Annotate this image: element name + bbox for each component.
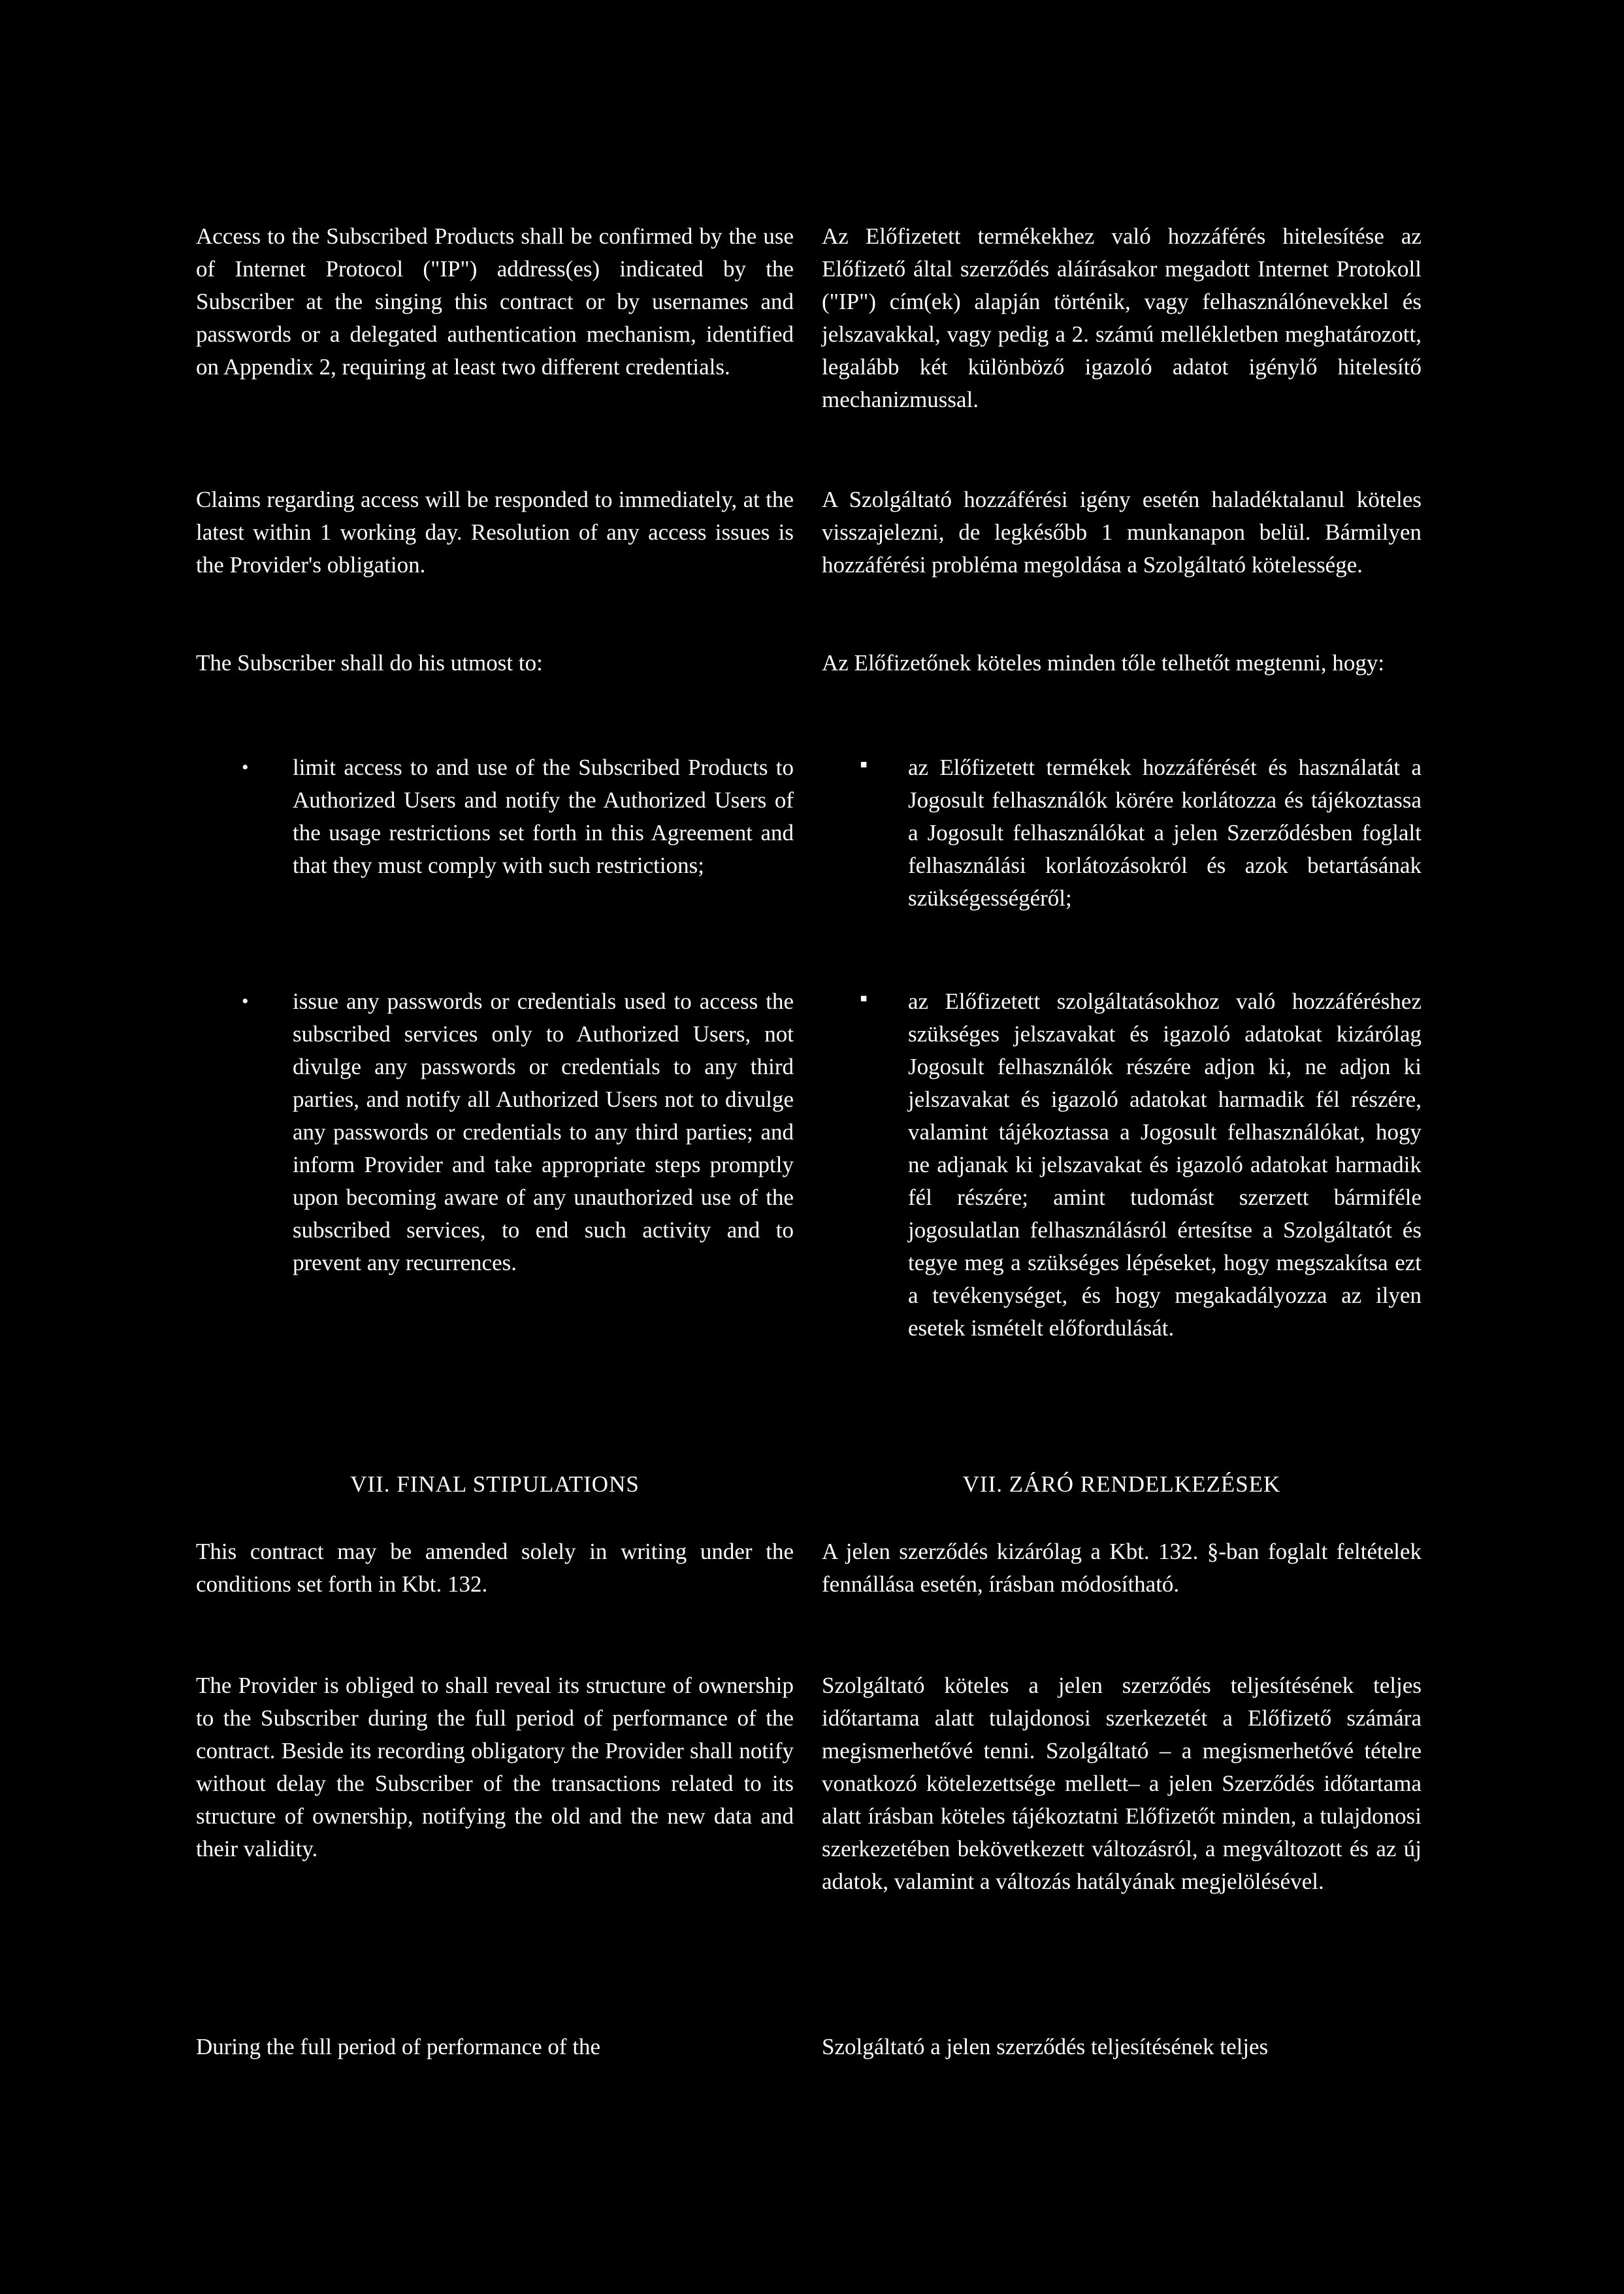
subscriber-obligations-intro-hu: Az Előfizetőnek köteles minden tőle telhetőt megtenni, hogy: [822,650,1385,676]
section-heading-hu: VII. ZÁRÓ RENDELKEZÉSEK [962,1471,1281,1497]
bullet-icon: ▪ [860,753,868,777]
bullet-icon: • [242,991,249,1012]
amendment-paragraph-hu: A jelen szerződés kizárólag a Kbt. 132. §-ban foglalt feltételek fennállása esetén, írásban módosítható. [822,1539,1421,1597]
bullet-text: issue any passwords or credentials used to access the subscribed services only to Authorized Users, not divulge any passwords or credentials to any third parties, and notify all Authorized Users not to divulge any passwords or credentials to any third parties; and inform Provider and take appropriate steps promptly upon becoming aware of any unauthorized use of the subscribed services, to end such activity and to prevent any recurrences. [293,989,794,1275]
hungarian-column [822,0,1421,2294]
ownership-paragraph-hu: Szolgáltató köteles a jelen szerződés teljesítésének teljes időtartama alatt tulajdonosi szerkezetét a Előfizető számára megismerhetővé tenni. Szolgáltató – a megismerhetővé tételre vonatkozó kötelezettsége mellett– a jelen Szerződés időtartama alatt írásban köteles tájékoztatni Előfizetőt minden, a tulajdonosi szerkezetében bekövetkezett változásról, a megváltozott és az új adatok, valamint a változás hatályának megjelölésével. [822,1673,1421,1894]
bullet-text: limit access to and use of the Subscribed Products to Authorized Users and notify the Authorized Users of the usage restrictions set forth in this Agreement and that they must comply with such restrictions; [293,755,794,878]
section-heading: VII. FINAL STIPULATIONS [350,1471,640,1497]
bullet-icon: • [242,757,249,778]
access-confirmation-paragraph-hu: Az Előfizetett termékekhez való hozzáférés hitelesítése az Előfizető által szerződés aláírásakor megadott Internet Protokoll ("IP") cím(ek) alapján történik, vagy felhasználónevekkel és jelszavakkal, vagy pedig a 2. számú mellékletben meghatározott, legalább két különböző igazoló adatot igénylő hitelesítő mechanizmussal. [822,223,1421,412]
access-claims-paragraph-hu: A Szolgáltató hozzáférési igény esetén haladéktalanul köteles visszajelezni, de legkésőbb 1 munkanapon belül. Bármilyen hozzáférési probléma megoldása a Szolgáltató kötelessége. [822,487,1421,578]
access-confirmation-paragraph: Access to the Subscribed Products shall be confirmed by the use of Internet Protocol ("IP") address(es) indicated by the Subscriber at the singing this contract or by usernames and passwords or a delegated authentication mechanism, identified on Appendix 2, requiring at least two different credentials. [196,223,794,380]
bullet-text: az Előfizetett termékek hozzáférését és használatát a Jogosult felhasználók körére korlátozza és tájékoztassa a Jogosult felhasználókat a jelen Szerződésben foglalt felhasználási korlátozásokról és azok betartásának szükségességéről; [908,755,1421,911]
subscriber-obligations-intro: The Subscriber shall do his utmost to: [196,650,543,676]
english-column [196,0,794,2294]
bullet-text: az Előfizetett szolgáltatásokhoz való hozzáféréshez szükséges jelszavakat és igazoló adatokat kizárólag Jogosult felhasználók részére adjon ki, ne adjon ki jelszavakat és igazoló adatokat harmadik fél részére, valamint tájékoztassa a Jogosult felhasználókat, hogy ne adjanak ki jelszavakat és igazoló adatokat harmadik fél részére; amint tudomást szerzett bármiféle jogosulatlan felhasználásról értesítse a Szolgáltatót és tegye meg a szükséges lépéseket, hogy megszakítsa ezt a tevékenységet, és hogy megakadályozza az ilyen esetek ismételt előfordulását. [908,989,1421,1341]
amendment-paragraph: This contract may be amended solely in writing under the conditions set forth in Kbt. 132. [196,1539,794,1597]
performance-paragraph-hu: Szolgáltató a jelen szerződés teljesítésének teljes [822,2034,1269,2059]
performance-paragraph: During the full period of performance of the [196,2034,601,2059]
access-claims-paragraph: Claims regarding access will be responded to immediately, at the latest within 1 working day. Resolution of any access issues is the Provider's obligation. [196,487,794,578]
bullet-icon: ▪ [860,987,868,1011]
ownership-paragraph: The Provider is obliged to shall reveal its structure of ownership to the Subscriber during the full period of performance of the contract. Beside its recording obligatory the Provider shall notify without delay the Subscriber of the transactions related to its structure of ownership, notifying the old and the new data and their validity. [196,1673,794,1861]
